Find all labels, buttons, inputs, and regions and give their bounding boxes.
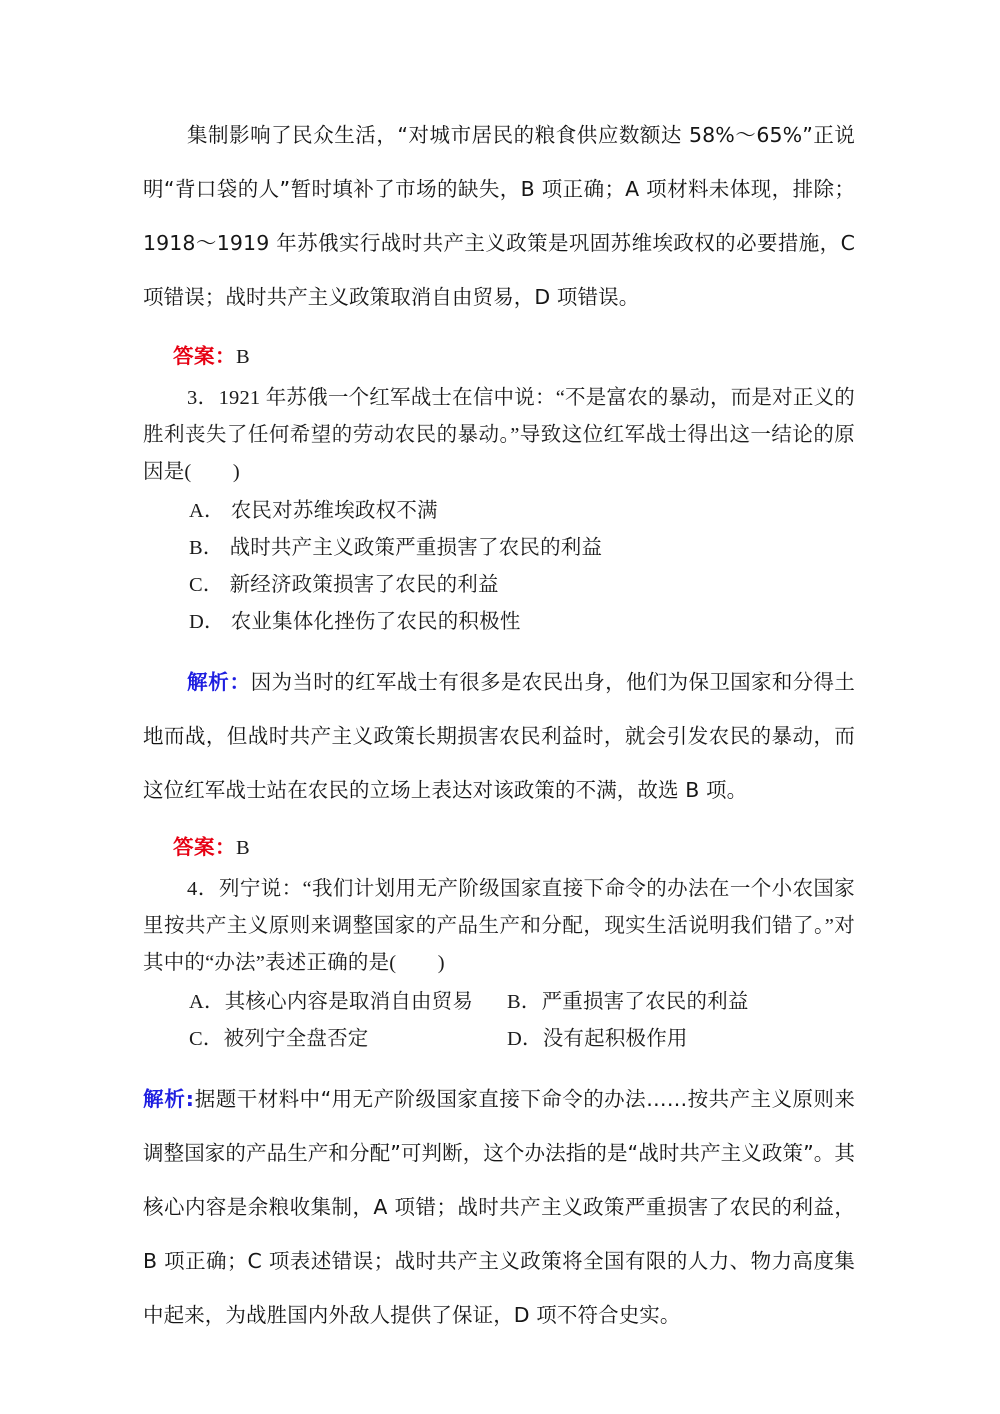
question-4-stem-text: 列宁说：“我们计划用无产阶级国家直接下命令的办法在一个小农国家里按共产主义原则来调整国家的产品生产和分配，现实生活说明我们错了。”对其中的“办法”表述正确的是( ) — [143, 878, 855, 974]
option-text: 其核心内容是取消自由贸易 — [224, 991, 474, 1013]
option-text: 农民对苏维埃政权不满 — [230, 500, 438, 522]
option-d-question3[interactable] — [143, 604, 855, 641]
analysis-label: 解析： — [187, 670, 251, 694]
answer-label: 答案： — [173, 344, 236, 368]
answer-label: 答案： — [173, 835, 236, 859]
option-marker: A． — [189, 991, 225, 1013]
option-text: 被列宁全盘否定 — [223, 1028, 369, 1050]
analysis-text-question4: 据题干材料中“用无产阶级国家直接下命令的办法……按共产主义原则来调整国家的产品生产和分配”可判断，这个办法指的是“战时共产主义政策”。其核心内容是余粮收集制，A 项错；战时共产主义政策严重损害了农民的利益，B 项正确；C 项表述错误；战时共产主义政策将全国有限的人力、物力高度集中起来，为战胜国内外敌人提供了保证，D 项不符合史实。 — [143, 1087, 855, 1327]
answer-value-question2: B — [236, 346, 250, 368]
option-c-question4[interactable] — [189, 1021, 507, 1058]
option-marker: A． — [189, 500, 225, 522]
question-3-stem-text: 1921 年苏俄一个红军战士在信中说：“不是富农的暴动，而是对正义的胜利丧失了任何希望的劳动农民的暴动。”导致这位红军战士得出这一结论的原因是( ) — [143, 387, 855, 483]
option-text: 新经济政策损害了农民的利益 — [229, 574, 499, 596]
option-a-question4[interactable] — [189, 984, 507, 1021]
option-row-2 — [143, 1021, 855, 1058]
option-text: 农业集体化挫伤了农民的积极性 — [230, 611, 521, 633]
question-3-number: 3． — [187, 387, 219, 409]
option-marker: B． — [507, 991, 542, 1013]
question-4-options — [143, 984, 855, 1058]
answer-line-question3 — [143, 829, 855, 867]
option-b-question4[interactable] — [507, 984, 855, 1021]
option-marker: C． — [189, 1028, 224, 1050]
question-3-stem — [143, 380, 855, 491]
page-content — [143, 108, 855, 1342]
option-marker: C． — [189, 574, 224, 596]
analysis-text-question3: 因为当时的红军战士有很多是农民出身，他们为保卫国家和分得土地而战，但战时共产主义政策长期损害农民利益时，就会引发农民的暴动，而这位红军战士站在农民的立场上表达对该政策的不满，故选 B 项。 — [143, 670, 856, 802]
option-b-question3[interactable] — [143, 530, 855, 567]
option-marker: D． — [189, 611, 225, 633]
option-text: 没有起积极作用 — [542, 1028, 688, 1050]
analysis-paragraph-question2-continued: 集制影响了民众生活，“对城市居民的粮食供应数额达 58%～65%”正说明“背口袋的人”暂时填补了市场的缺失，B 项正确；A 项材料未体现，排除；1918～1919 年苏俄实行战时共产主义政策是巩固苏维埃政权的必要措施，C 项错误；战时共产主义政策取消自由贸易，D 项错误。 — [143, 123, 855, 309]
option-text: 严重损害了农民的利益 — [541, 991, 749, 1013]
answer-value-question3: B — [236, 837, 250, 859]
question-4-stem — [143, 871, 855, 982]
question-3-options — [143, 493, 855, 641]
answer-line-question2 — [143, 338, 855, 376]
option-marker: D． — [507, 1028, 543, 1050]
analysis-paragraph-question4 — [143, 1072, 855, 1342]
option-c-question3[interactable] — [143, 567, 855, 604]
question-4-number: 4． — [187, 878, 219, 900]
analysis-paragraph-question3 — [143, 655, 855, 817]
option-row-1 — [143, 984, 855, 1021]
analysis-label: 解析: — [143, 1087, 195, 1111]
option-d-question4[interactable] — [507, 1021, 855, 1058]
option-a-question3[interactable] — [143, 493, 855, 530]
option-marker: B． — [189, 537, 224, 559]
option-text: 战时共产主义政策严重损害了农民的利益 — [229, 537, 603, 559]
